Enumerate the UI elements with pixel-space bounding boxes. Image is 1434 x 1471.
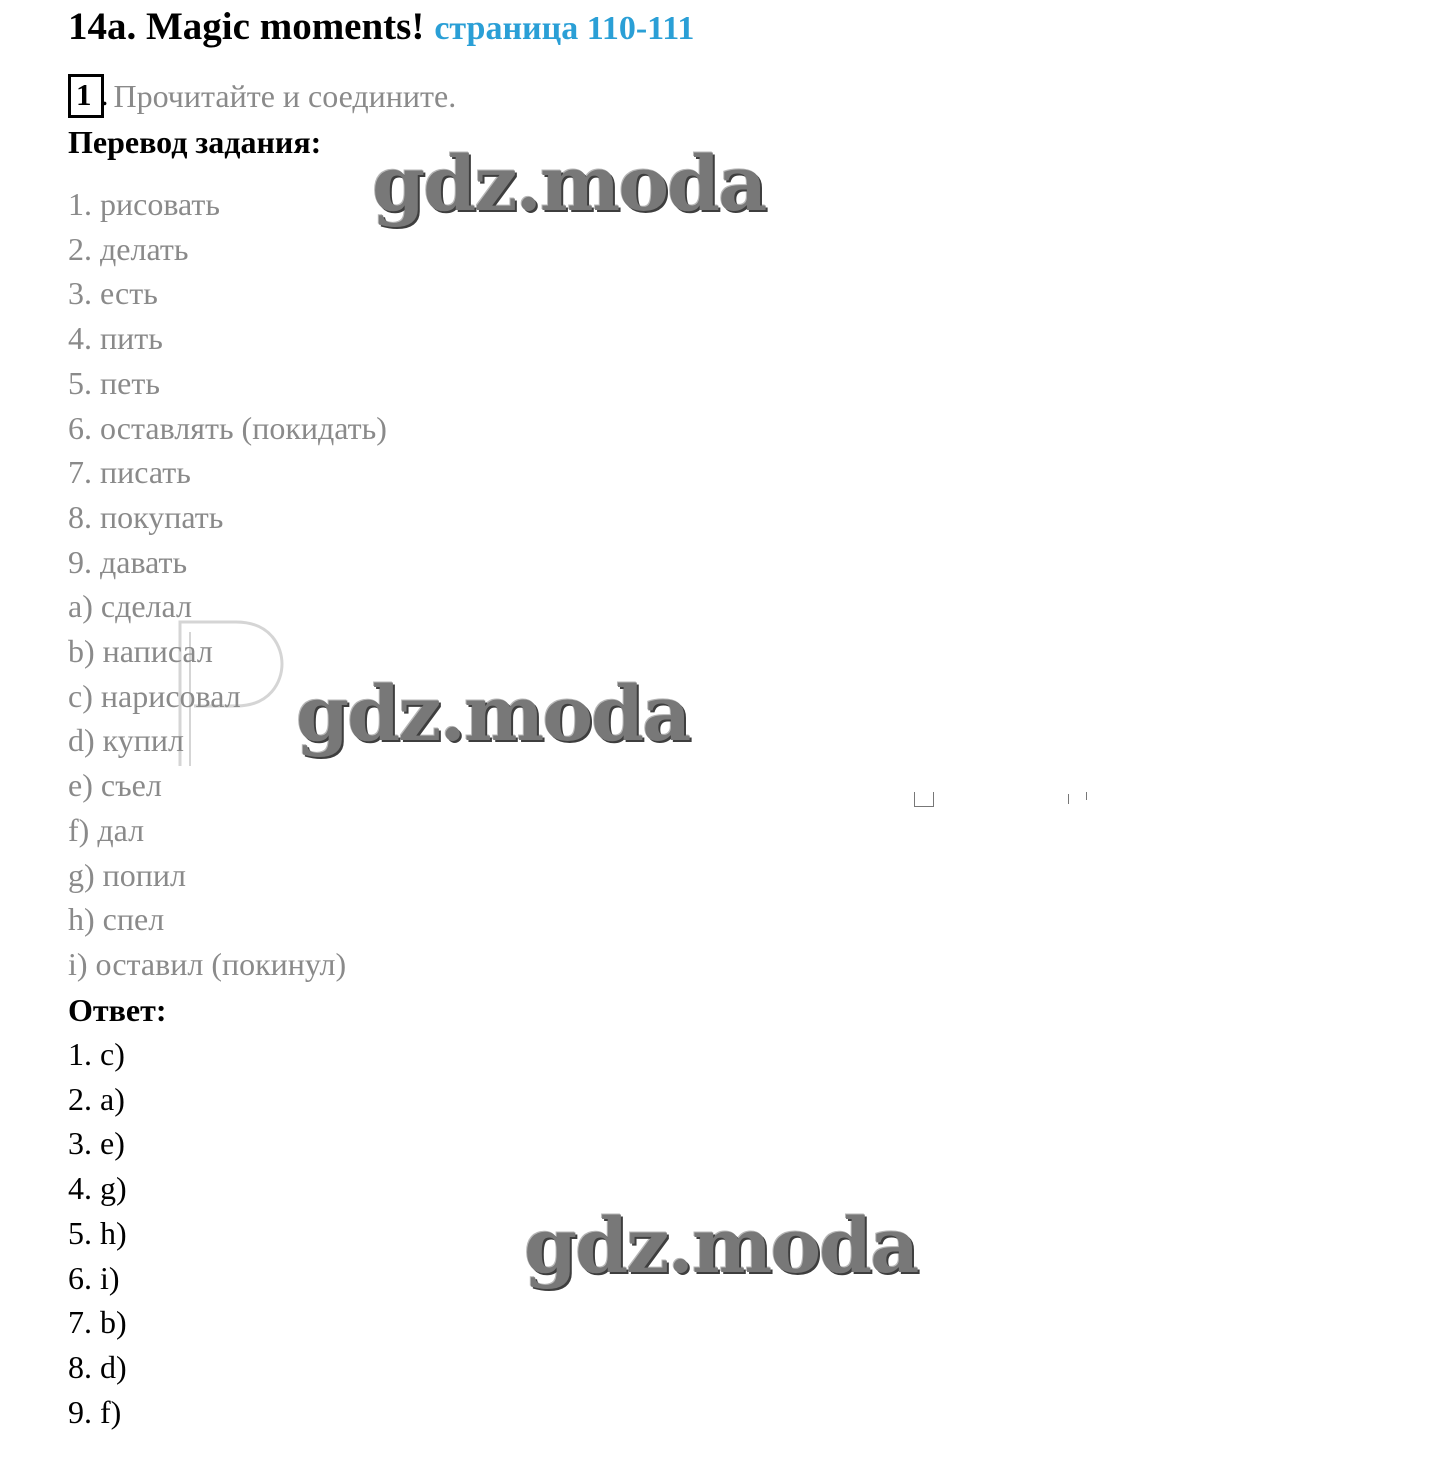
answer-item: 9. f) — [68, 1393, 122, 1430]
page-title — [68, 4, 694, 58]
task-instruction: Прочитайте и соедините. — [113, 77, 457, 114]
translation-item: 4. пить — [68, 320, 163, 357]
translation-item: 9. давать — [68, 543, 188, 580]
translation-item: 7. писать — [68, 454, 191, 491]
translation-item: b) написал — [68, 633, 213, 670]
answer-item: 3. e) — [68, 1125, 125, 1162]
answer-list — [68, 1032, 127, 1434]
task-number-dot: . — [100, 77, 109, 112]
task-heading — [68, 74, 456, 118]
answer-label: Ответ: — [68, 992, 167, 1028]
translation-item: h) спел — [68, 901, 165, 938]
translation-item: 8. покупать — [68, 498, 224, 535]
answer-item: 2. a) — [68, 1080, 125, 1117]
translation-item: 5. петь — [68, 364, 160, 401]
translation-item: 3. есть — [68, 275, 158, 312]
watermark-middle: gdz.moda — [296, 669, 690, 758]
translation-label: Перевод задания: — [68, 124, 322, 160]
answer-item: 4. g) — [68, 1170, 127, 1207]
page-reference: страница 110-111 — [434, 10, 695, 47]
translation-item: f) дал — [68, 811, 145, 848]
answer-item: 7. b) — [68, 1304, 127, 1341]
translation-item: c) нарисовал — [68, 677, 241, 714]
translation-list — [68, 182, 387, 987]
answer-item: 5. h) — [68, 1214, 127, 1251]
translation-item: 6. оставлять (покидать) — [68, 409, 387, 446]
translation-item: i) оставил (покинул) — [68, 945, 347, 982]
scan-fragment — [1086, 792, 1087, 800]
translation-item: 1. рисовать — [68, 186, 220, 222]
scan-fragment — [914, 792, 934, 807]
watermark-top: gdz.moda — [372, 139, 766, 228]
answer-item: 6. i) — [68, 1259, 120, 1296]
scan-fragment — [1068, 794, 1069, 804]
lesson-title: 14a. Magic moments! — [68, 5, 425, 48]
translation-item: g) попил — [68, 856, 186, 893]
answer-item: 1. c) — [68, 1036, 125, 1072]
task-number-box — [68, 74, 109, 118]
translation-item: d) купил — [68, 722, 184, 759]
translation-item: e) съел — [68, 767, 162, 804]
answer-item: 8. d) — [68, 1348, 127, 1385]
task-number: 1 — [76, 77, 92, 112]
ghost-letter-graphic — [176, 618, 286, 768]
translation-item: 2. делать — [68, 230, 189, 267]
translation-item: a) сделал — [68, 588, 192, 625]
watermark-bottom: gdz.moda — [524, 1201, 918, 1290]
